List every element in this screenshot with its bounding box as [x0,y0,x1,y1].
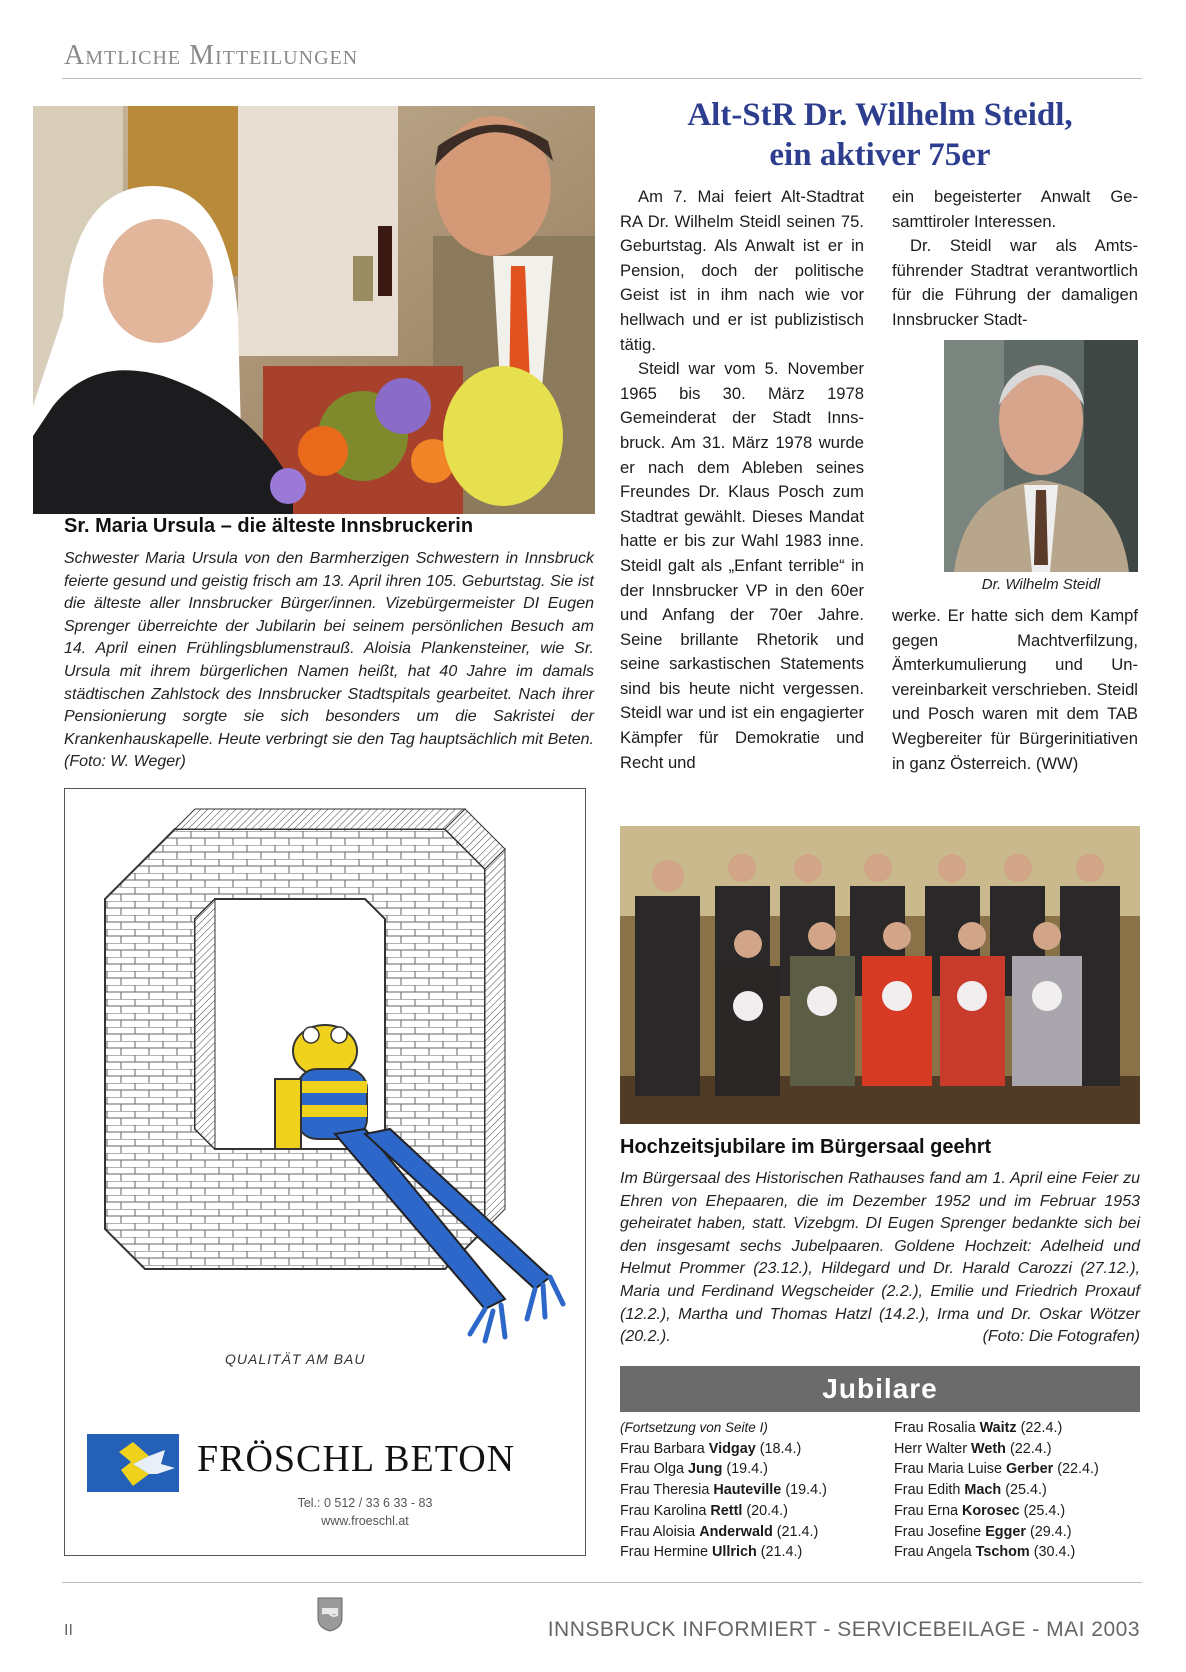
jubilare-header: Jubilare [620,1366,1140,1412]
section-header [64,40,358,72]
steidl-portrait-illustration [944,340,1138,572]
group-caption-title: Hochzeitsjubilare im Bürgersaal geehrt [620,1136,992,1158]
froeschl-logo-icon [87,1434,179,1492]
list-item: Frau Maria Luise Gerber (22.4.) [894,1461,1099,1478]
nun-photo-illustration [33,106,595,514]
article-column-2-top [892,185,1138,333]
ad-slogan: QUALITÄT AM BAU [225,1351,366,1367]
ad-brand-name: FRÖSCHL BETON [197,1438,516,1480]
article-column-2-bottom [892,604,1138,776]
group-photo-credit: (Foto: Die Fotografen) [982,1328,1140,1346]
jubilare-note: (Fortsetzung von Seite I) [620,1420,768,1435]
jubilare-list-right [894,1418,1140,1563]
article-paragraph-5: werke. Er hatte sich dem Kampf gegen Machtverfilzung, Ämterkumulierung und Unvereinbarkeit verschrieben. Steidl und Posch waren mit dem TAB Wegbereiter für Bürgerinitiativen in ganz Österreich. (WW) [892,606,1138,773]
list-item: Frau Hermine Ullrich (21.4.) [620,1544,803,1561]
list-item: Frau Erna Korosec (25.4.) [894,1502,1066,1519]
header-rule [62,78,1142,79]
nun-caption-text: Schwester Maria Ursula von den Barmherzigen Schwestern in Innsbruck feierte gesund und geistig frisch am 13. April ihren 105. Geburtstag. Sie ist die älteste aller Innsbrucker Bürger/innen. Vizebürgermeister DI Eugen Sprenger überreichte der Jubilarin bei seinem persönlichen Besuch am 14. April einen Frühlingsblumenstrauß. Aloisia Plankensteiner, wie Sr. Ursula mit ihrem bürgerlichen Namen heißt, hat 40 Jahre im damals städtischen Zahlstock des Innsbrucker Stadtspitals gearbeitet. Nach ihrer Pensionierung sorgte sie sich besonders um die Sakristei der Krankenhauskapelle. Heute verbringt sie den Tag hauptsächlich mit Beten. (Foto: W. Weger) [64,550,594,771]
group-caption-text [620,1168,1140,1349]
publication-title: INNSBRUCK INFORMIERT - SERVICEBEILAGE - MAI 2003 [547,1618,1140,1641]
brick-q-frog-illustration [65,789,585,1349]
article-paragraph-4: Dr. Steidl war als Amtsführender Stadtrat verantwortlich für die Führung der damaligen Innsbrucker Stadt- [892,236,1138,329]
list-item: Frau Rosalia Waitz (22.4.) [894,1420,1063,1436]
group-photo [620,826,1140,1124]
article-headline [620,95,1140,175]
list-item: Frau Karolina Rettl (20.4.) [620,1502,788,1519]
jubilare-list-left [620,1418,882,1563]
article-column-1 [620,185,864,775]
list-item: Frau Aloisia Anderwald (21.4.) [620,1523,819,1540]
list-item: Frau Olga Jung (19.4.) [620,1461,768,1478]
page-number: II [64,1622,73,1639]
headline-line-2: ein aktiver 75er [769,137,991,173]
ad-phone: Tel.: 0 512 / 33 6 33 - 83 [297,1496,433,1510]
innsbruck-coat-of-arms-icon [316,1596,344,1632]
froeschl-advertisement [64,788,586,1556]
article-paragraph-1: Am 7. Mai feiert Alt-Stadtrat RA Dr. Wilhelm Steidl seinen 75. Geburtstag. Als Anwalt ist er in Pension, doch der politische Geist ist in ihm nach wie vor hellwach und er ist publizistisch tätig. [620,187,864,354]
ad-website: www.froeschl.at [321,1514,409,1528]
steidl-portrait [944,340,1138,572]
footer-rule [62,1582,1142,1583]
list-item: Frau Barbara Vidgay (18.4.) [620,1440,802,1457]
list-item: Frau Edith Mach (25.4.) [894,1482,1047,1499]
group-photo-illustration [620,826,1140,1124]
portrait-caption: Dr. Wilhelm Steidl [981,576,1101,593]
nun-caption-title: Sr. Maria Ursula – die älteste Innsbruckerin [64,515,474,537]
headline-line-1: Alt-StR Dr. Wilhelm Steidl, [687,97,1073,133]
list-item: Frau Josefine Egger (29.4.) [894,1523,1072,1540]
article-paragraph-3: ein begeisterter Anwalt Gesamttiroler Interessen. [892,187,1138,231]
list-item: Frau Angela Tschom (30.4.) [894,1544,1076,1561]
article-paragraph-2: Steidl war vom 5. November 1965 bis 30. März 1978 Gemeinderat der Stadt Innsbruck. Am 31. März 1978 wurde er nach dem Ableben seines Freundes Dr. Klaus Posch zum Stadtrat gewählt. Dieses Mandat hatte er bis zur Wahl 1983 inne. Steidl galt als „Enfant terrible“ in der Innsbrucker VP in den 60er und Anfang der 70er Jahre. Seine brillante Rhetorik und seine sarkastischen Statements sind bis heute nicht vergessen. Steidl war und ist ein engagierter Kämpfer für Demokratie und Recht und [620,359,864,772]
list-item: Herr Walter Weth (22.4.) [894,1440,1052,1457]
group-caption-body: Im Bürgersaal des Historischen Rathauses fand am 1. April eine Feier zu Ehren von Ehepaaren, die im Dezember 1952 und im Februar 1953 geheiratet haben, statt. Vizebgm. DI Eugen Sprenger bedankte sich bei den insgesamt sechs Jubelpaaren. Goldene Hochzeit: Adelheid und Helmut Prommer (23.12.), Hildegard und Dr. Harald Carozzi (27.12.), Maria und Ferdinand Wegscheider (2.2.), Emilie und Friedrich Proxauf (12.2.), Martha und Thomas Hatzl (14.2.), Irma und Dr. Oskar Wötzer (20.2.). [620,1170,1140,1346]
ad-contact [215,1494,515,1530]
nun-photo [33,106,595,514]
section-title: Amtliche Mitteilungen [64,40,359,71]
list-item: Frau Theresia Hauteville (19.4.) [620,1482,827,1499]
